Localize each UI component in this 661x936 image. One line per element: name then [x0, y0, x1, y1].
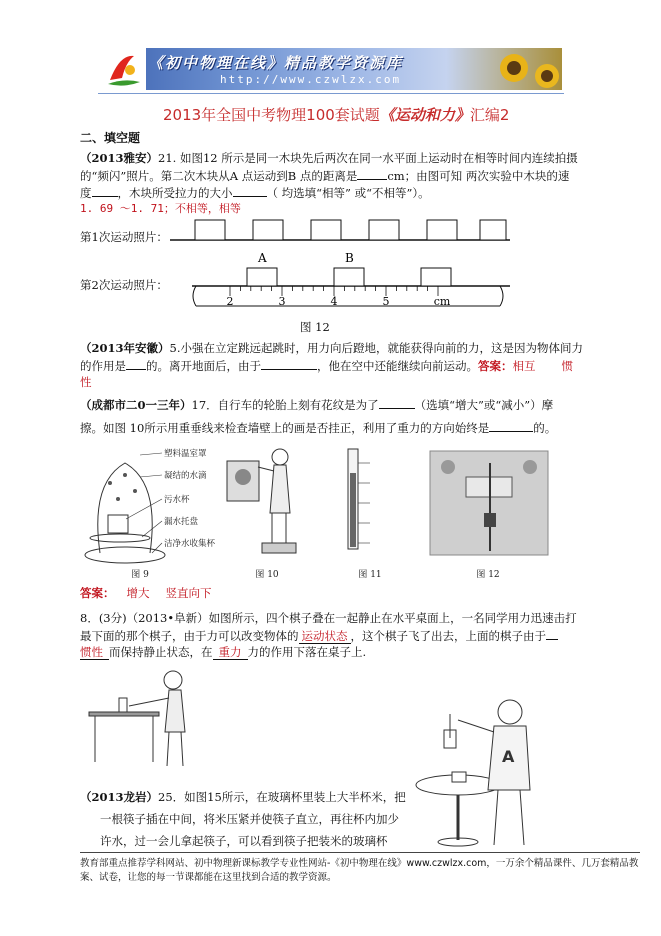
block-5 — [427, 220, 457, 240]
mark-a: A — [258, 251, 267, 265]
q1-answer: 1. 69 ～1. 71；不相等，相等 — [80, 202, 241, 215]
q1-line2: 的“频闪”照片。第二次木块从A 点运动到B 点的距离是 cm；由图可知 两次实验中木块的速 — [80, 169, 570, 183]
block-1 — [195, 220, 225, 240]
q2-line1: （2013年安徽）5.小强在立定跳远起跳时，用力向后蹬地，就能获得向前的力，这是因为物体间力 — [80, 341, 583, 355]
q2-line2: 的作用是 的。离开地面后，由于 ，他在空中还能继续向前运动。答案：相互 惯 — [80, 359, 573, 373]
banner-title: 《初中物理在线》精品教学资源库 — [148, 54, 404, 72]
q3-answer: 答案： 增大 竖直向下 — [80, 586, 212, 600]
block-4 — [369, 220, 399, 240]
chess-stack — [119, 698, 127, 712]
page-title: 2013年全国中考物理100套试题《运动和力》汇编2 — [163, 106, 510, 124]
block-3 — [311, 220, 341, 240]
q3-line1: （成都市二0一三年）17．自行车的轮胎上刻有花纹是为了 （选填“增大”或“减小”）摩 — [80, 398, 554, 412]
banner — [100, 48, 562, 90]
fig9-label-3: 污水杯 — [164, 495, 190, 505]
fig9-label-5: 洁净水收集杯 — [164, 539, 216, 549]
q3-line2: 擦。如图 10所示用重垂线来检查墙壁上的画是否挂正，利用了重力的方向始终是 的。 — [80, 421, 557, 435]
q4-line1: 8．(3分)（2013•阜新）如图所示，四个棋子叠在一起静止在水平桌面上，一名同学用力迅速击打 — [80, 611, 577, 625]
q5-line2: 一根筷子插在中间，将米压紧并使筷子直立，再往杯内加少 — [100, 812, 399, 826]
row2-label: 第2次运动照片： — [80, 278, 168, 292]
q4-line2: 最下面的那个棋子，由于力可以改变物体的 运动状态 ，这个棋子飞了出去，上面的棋子由于 — [80, 627, 558, 644]
fig9-label-2: 凝结的水滴 — [164, 471, 207, 481]
ruler-unit: cm — [433, 295, 451, 308]
footer-rule — [80, 852, 640, 853]
block-6 — [480, 220, 506, 240]
ruler-tick-4: 4 — [330, 295, 338, 308]
row1-label: 第1次运动照片： — [80, 230, 168, 244]
mark-b: B — [345, 251, 354, 265]
logo-icon — [100, 48, 146, 90]
q1-line1: （2013雅安）21. 如图12 所示是同一木块先后两次在同一水平面上运动时在相等时间内连续拍摄 — [80, 151, 578, 165]
block-a — [247, 268, 277, 286]
figures-9-to-12 — [80, 443, 560, 581]
footer-text: 教育部重点推荐学科网站、初中物理新课标教学专业性网站-《初中物理在线》www.czwlzx.com，一万余个精品课件、几万套精品教案、试卷，让您的每一节课都能在这里找到合适的教学资源。 — [80, 858, 639, 883]
banner-rule — [98, 93, 564, 94]
fig12-motion-diagram — [170, 212, 515, 322]
ruler-tick-2: 2 — [226, 295, 234, 308]
block-2 — [253, 220, 283, 240]
banner-url[interactable]: http://www.czwlzx.com — [220, 73, 402, 86]
svg-text:A: A — [502, 747, 515, 766]
q4-line3: 惯性 而保持静止状态，在 重力 力的作用下落在桌子上. — [80, 645, 367, 659]
q5-figure-student — [410, 680, 560, 850]
section-heading: 二、填空题 — [80, 131, 141, 145]
ruler-tick-3: 3 — [278, 295, 286, 308]
q2-answer-cont: 性 — [80, 375, 92, 389]
sunflower-icon — [492, 48, 562, 90]
fig11-caption: 图 11 — [358, 570, 382, 580]
q1-line3: 度 ，木块所受拉力的大小 （ 均选填“相等” 或“不相等”）。 — [80, 186, 430, 200]
block-c — [421, 268, 451, 286]
q5-line1: （2013龙岩）25．如图15所示，在玻璃杯里装上大半杯米，把 — [80, 790, 406, 804]
fig12b-caption: 图 12 — [476, 570, 500, 580]
fig9-caption: 图 9 — [131, 570, 149, 580]
q4-figure-student — [85, 662, 195, 768]
q5-line3: 许水，过一会儿拿起筷子，可以看到筷子把装米的玻璃杯 — [100, 834, 388, 848]
fig9-label-1: 塑料温室罩 — [164, 449, 207, 459]
fig9-label-4: 漏水托盘 — [164, 517, 199, 527]
block-b — [334, 268, 364, 286]
fig10-caption: 图 10 — [255, 570, 279, 580]
fig12-caption: 图 12 — [300, 320, 330, 334]
ruler-tick-5: 5 — [382, 295, 390, 308]
